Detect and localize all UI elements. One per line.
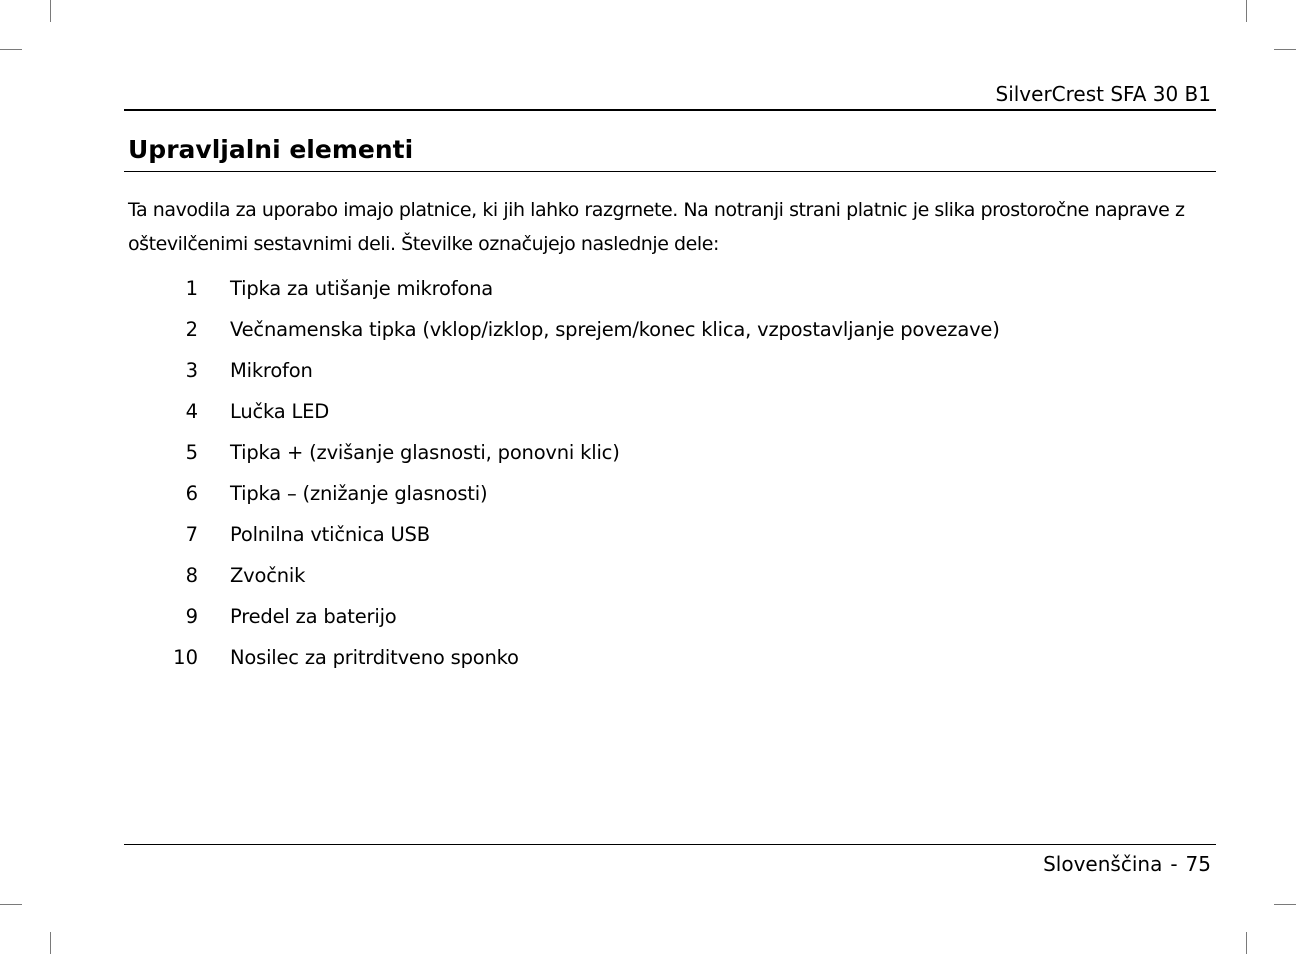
item-text: Zvočnik [230, 564, 306, 587]
item-number: 9 [185, 605, 198, 628]
item-number: 1 [185, 277, 198, 300]
crop-mark-top-left-vertical [50, 0, 51, 22]
crop-mark-bottom-left-vertical [50, 932, 51, 954]
item-text: Večnamenska tipka (vklop/izklop, sprejem/konec klica, vzpostavljanje povezave) [230, 318, 1000, 341]
list-item [160, 391, 1000, 432]
section-title: Upravljalni elementi [128, 135, 414, 164]
crop-mark-top-right-horizontal [1274, 49, 1296, 50]
crop-mark-top-left-horizontal [0, 49, 22, 50]
list-item [160, 555, 1000, 596]
crop-mark-bottom-left-horizontal [0, 904, 22, 905]
item-number: 6 [185, 482, 198, 505]
crop-mark-top-right-vertical [1246, 0, 1247, 22]
item-number: 5 [185, 441, 198, 464]
item-text: Lučka LED [230, 400, 330, 423]
item-text: Tipka – (znižanje glasnosti) [230, 482, 488, 505]
item-number: 4 [185, 400, 198, 423]
item-text: Predel za baterijo [230, 605, 397, 628]
list-item [160, 350, 1000, 391]
item-number: 3 [185, 359, 198, 382]
list-item [160, 637, 1000, 678]
parts-list [160, 268, 1000, 678]
list-item [160, 473, 1000, 514]
item-text: Mikrofon [230, 359, 313, 382]
item-text: Polnilna vtičnica USB [230, 523, 430, 546]
title-rule [124, 171, 1216, 172]
list-item [160, 596, 1000, 637]
running-header: SilverCrest SFA 30 B1 [995, 82, 1211, 106]
item-number: 7 [185, 523, 198, 546]
list-item [160, 514, 1000, 555]
footer-language: Slovenščina [1043, 852, 1163, 876]
item-number: 10 [173, 646, 198, 669]
item-number: 8 [185, 564, 198, 587]
list-item [160, 432, 1000, 473]
item-text: Nosilec za pritrditveno sponko [230, 646, 519, 669]
running-footer [1043, 852, 1211, 876]
item-number: 2 [185, 318, 198, 341]
item-text: Tipka + (zvišanje glasnosti, ponovni klic) [230, 441, 620, 464]
item-text: Tipka za utišanje mikrofona [230, 277, 494, 300]
crop-mark-bottom-right-vertical [1246, 932, 1247, 954]
page-number: 75 [1185, 852, 1211, 876]
crop-mark-bottom-right-horizontal [1274, 904, 1296, 905]
intro-paragraph: Ta navodila za uporabo imajo platnice, ki jih lahko razgrnete. Na notranji strani platnic je slika prostoročne naprave z oštevilčenimi sestavnimi deli. Številke označujejo naslednje dele: [128, 199, 1185, 255]
list-item [160, 268, 1000, 309]
list-item [160, 309, 1000, 350]
footer-rule [124, 844, 1216, 845]
footer-separator: - [1170, 852, 1178, 876]
header-rule [124, 109, 1216, 111]
